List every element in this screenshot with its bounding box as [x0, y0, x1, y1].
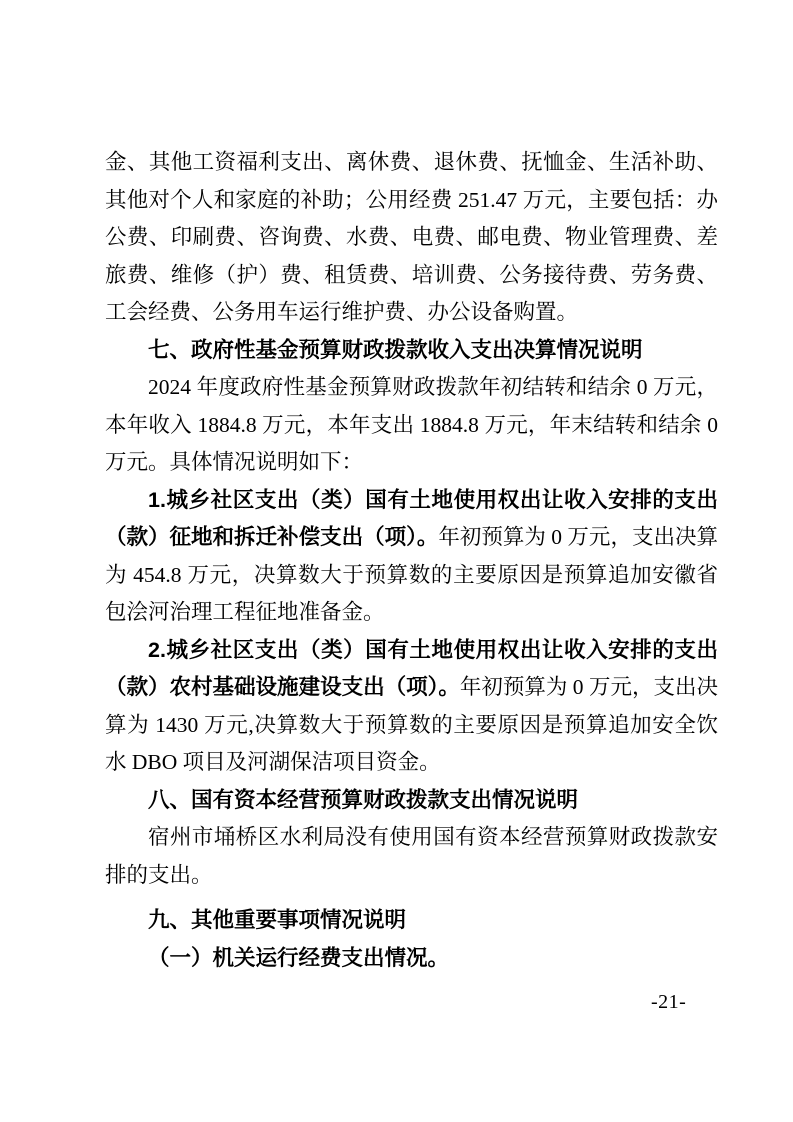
paragraph [105, 632, 718, 782]
text-run: 九、其他重要事项情况说明 [148, 908, 407, 932]
paragraph [105, 144, 718, 332]
text-run: 年初预算为 0 万元，支出决算为 1430 万元,决算数大于预算数的主要原因是预算追加安全饮水 DBO 项目及河湖保洁项目资金。 [105, 675, 718, 774]
text-run: 宿州市埇桥区水利局没有使用国有资本经营预算财政拨款安排的支出。 [105, 825, 718, 887]
section-heading [105, 332, 718, 370]
paragraph [105, 369, 718, 482]
text-run: 1.城乡社区支出（类）国有土地使用权出让收入安排的支出（款）征地和拆迁补偿支出（项）。 [105, 487, 718, 549]
text-run: （一）机关运行经费支出情况。 [148, 945, 450, 970]
text-run: 七、政府性基金预算财政拨款收入支出决算情况说明 [148, 337, 643, 362]
section-heading [105, 782, 718, 820]
section-heading [105, 902, 718, 940]
text-run: 金、其他工资福利支出、离休费、退休费、抚恤金、生活补助、其他对个人和家庭的补助；公用经费 251.47 万元，主要包括：办公费、印刷费、咨询费、水费、电费、邮电费、物业管理费、差旅费、维修（护）费、租赁费、培训费、公务接待费、劳务费、工会经费、公务用车运行维护费、办公设备购置。 [105, 150, 718, 324]
paragraph [105, 819, 718, 894]
text-run: 2.城乡社区支出（类）国有土地使用权出让收入安排的支出（款）农村基础设施建设支出（项）。 [105, 637, 718, 699]
page-number: -21- [651, 991, 687, 1013]
text-run: 2024 年度政府性基金预算财政拨款年初结转和结余 0 万元，本年收入 1884.8 万元，本年支出 1884.8 万元，年末结转和结余 0 万元。具体情况说明如下： [105, 375, 718, 474]
document-body [105, 144, 718, 977]
text-run: 八、国有资本经营预算财政拨款支出情况说明 [148, 787, 579, 812]
section-heading [105, 940, 718, 978]
text-run: 年初预算为 0 万元，支出决算为 454.8 万元，决算数大于预算数的主要原因是预算追加安徽省包浍河治理工程征地准备金。 [105, 525, 718, 624]
paragraph [105, 482, 718, 632]
